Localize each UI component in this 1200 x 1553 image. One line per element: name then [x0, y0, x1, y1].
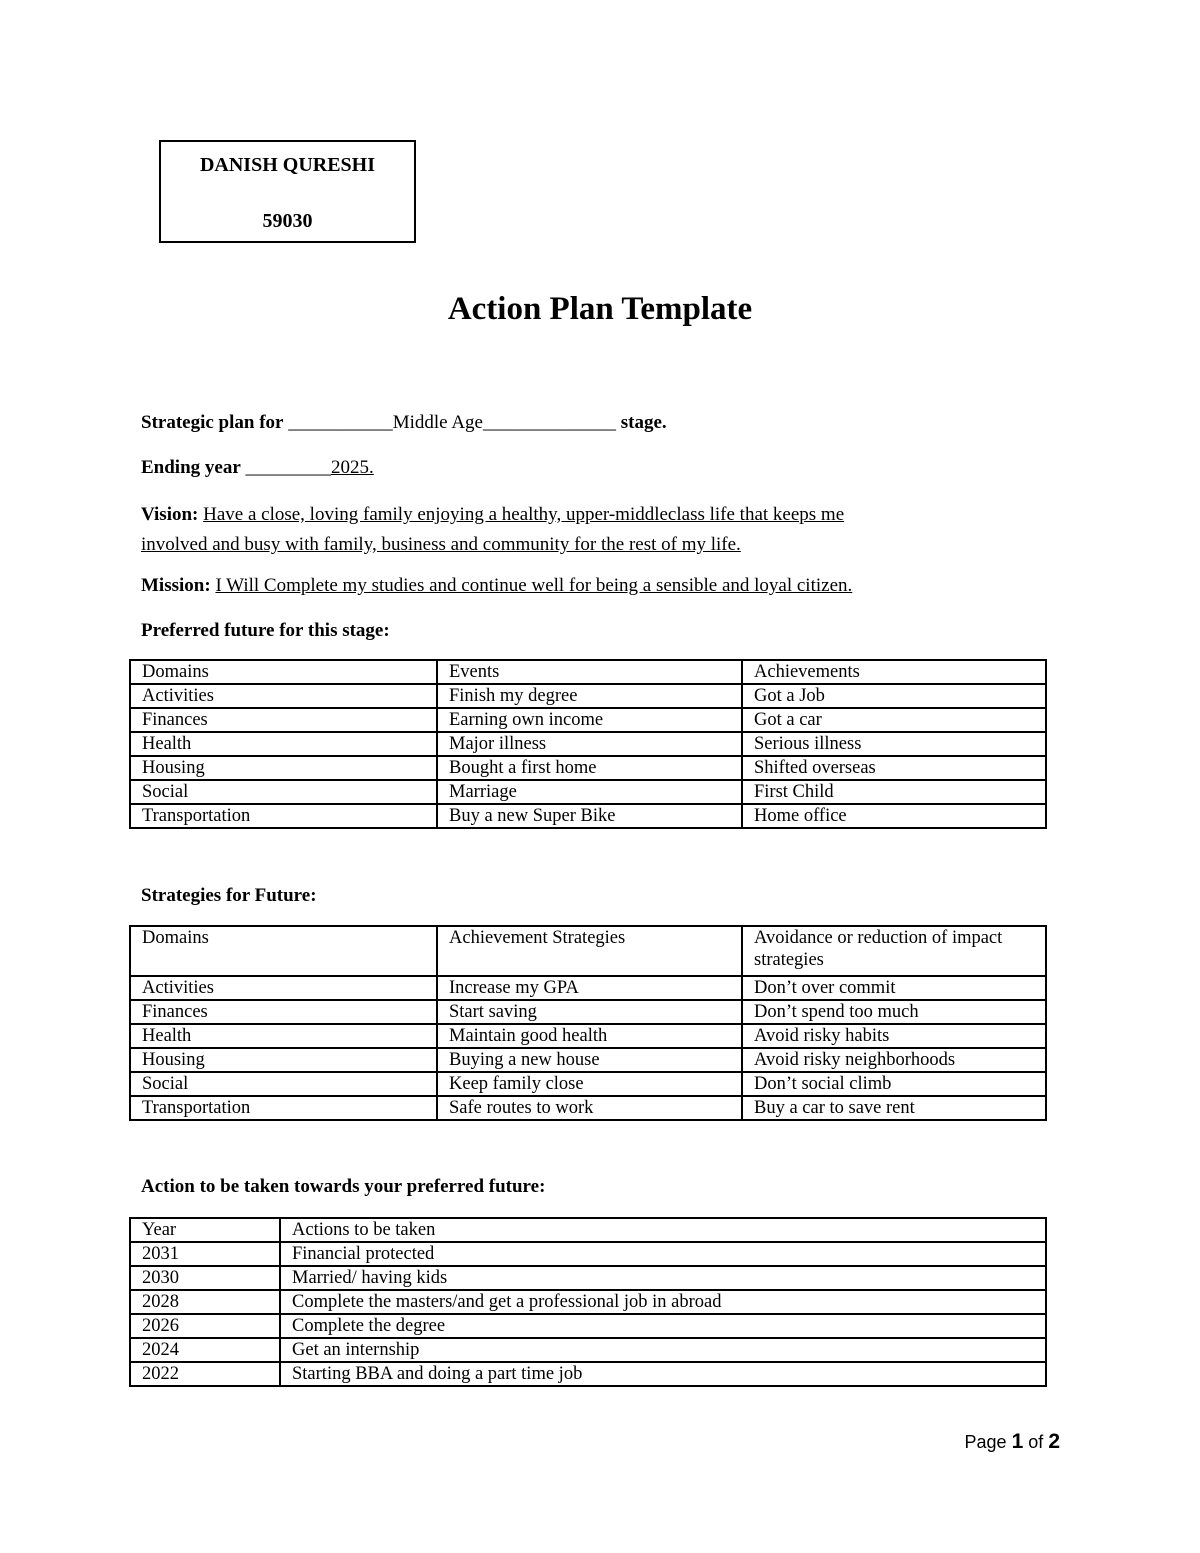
strategies-cell: Health — [130, 1024, 437, 1048]
preferred-future-cell: Housing — [130, 756, 437, 780]
actions-row — [130, 1290, 1046, 1314]
name-box — [159, 140, 416, 243]
page-of: of — [1028, 1432, 1044, 1452]
actions-row — [130, 1314, 1046, 1338]
preferred-future-cell: Events — [437, 660, 742, 684]
preferred-future-cell: Serious illness — [742, 732, 1046, 756]
strategies-cell: Achievement Strategies — [437, 926, 742, 976]
strategies-cell: Transportation — [130, 1096, 437, 1120]
preferred-future-table — [129, 659, 1047, 829]
strategies-table — [129, 925, 1047, 1121]
actions-cell: Complete the masters/and get a professional job in abroad — [280, 1290, 1046, 1314]
preferred-future-cell: Domains — [130, 660, 437, 684]
strategies-heading: Strategies for Future: — [141, 885, 317, 906]
preferred-future-cell: Finish my degree — [437, 684, 742, 708]
strategies-cell: Maintain good health — [437, 1024, 742, 1048]
strategies-cell: Increase my GPA — [437, 976, 742, 1000]
preferred-future-cell: Transportation — [130, 804, 437, 828]
strategies-row — [130, 1000, 1046, 1024]
actions-cell: 2030 — [130, 1266, 280, 1290]
preferred-future-row — [130, 780, 1046, 804]
strategies-cell: Buy a car to save rent — [742, 1096, 1046, 1120]
preferred-future-cell: Home office — [742, 804, 1046, 828]
preferred-future-cell: Social — [130, 780, 437, 804]
actions-row — [130, 1362, 1046, 1386]
mission-text: I Will Complete my studies and continue well for being a sensible and loyal citizen. — [215, 575, 853, 596]
strategies-cell: Avoid risky habits — [742, 1024, 1046, 1048]
strategies-cell: Safe routes to work — [437, 1096, 742, 1120]
preferred-future-row — [130, 756, 1046, 780]
actions-row — [130, 1242, 1046, 1266]
actions-cell: 2022 — [130, 1362, 280, 1386]
page-current: 1 — [1011, 1430, 1024, 1453]
actions-row — [130, 1338, 1046, 1362]
actions-heading: Action to be taken towards your preferred future: — [141, 1176, 546, 1197]
preferred-future-cell: Achievements — [742, 660, 1046, 684]
preferred-future-cell: Buy a new Super Bike — [437, 804, 742, 828]
strategies-row — [130, 1024, 1046, 1048]
ending-year-value: 2025. — [331, 457, 374, 478]
preferred-future-cell: Health — [130, 732, 437, 756]
strategies-cell: Don’t social climb — [742, 1072, 1046, 1096]
actions-cell: Year — [130, 1218, 280, 1242]
student-id: 59030 — [262, 210, 313, 232]
preferred-future-row — [130, 804, 1046, 828]
strategies-cell: Start saving — [437, 1000, 742, 1024]
strategic-plan-blank-after: ______________ — [482, 412, 616, 433]
strategies-cell: Don’t over commit — [742, 976, 1046, 1000]
preferred-future-cell: Marriage — [437, 780, 742, 804]
preferred-future-header-row — [130, 660, 1046, 684]
preferred-future-heading: Preferred future for this stage: — [141, 620, 390, 641]
preferred-future-cell: Major illness — [437, 732, 742, 756]
preferred-future-cell: Finances — [130, 708, 437, 732]
strategies-cell: Domains — [130, 926, 437, 976]
ending-year-label: Ending year — [141, 457, 241, 478]
actions-cell: Financial protected — [280, 1242, 1046, 1266]
strategies-cell: Don’t spend too much — [742, 1000, 1046, 1024]
preferred-future-row — [130, 684, 1046, 708]
preferred-future-cell: Shifted overseas — [742, 756, 1046, 780]
ending-year-blank: _________ — [245, 457, 332, 478]
strategies-row — [130, 1072, 1046, 1096]
preferred-future-cell: Earning own income — [437, 708, 742, 732]
strategies-row — [130, 1096, 1046, 1120]
actions-table — [129, 1217, 1047, 1387]
page-word: Page — [964, 1432, 1007, 1452]
preferred-future-cell: Got a car — [742, 708, 1046, 732]
actions-cell: 2028 — [130, 1290, 280, 1314]
preferred-future-row — [130, 732, 1046, 756]
strategic-plan-value: Middle Age — [392, 412, 483, 433]
actions-cell: Starting BBA and doing a part time job — [280, 1362, 1046, 1386]
strategies-header-row — [130, 926, 1046, 976]
actions-cell: Complete the degree — [280, 1314, 1046, 1338]
actions-header-row — [130, 1218, 1046, 1242]
actions-cell: Married/ having kids — [280, 1266, 1046, 1290]
preferred-future-cell: Got a Job — [742, 684, 1046, 708]
student-name: DANISH QURESHI — [199, 154, 376, 176]
vision-label: Vision: — [141, 504, 199, 525]
strategies-row — [130, 976, 1046, 1000]
mission-line — [141, 575, 852, 597]
strategic-plan-line — [141, 412, 667, 434]
strategies-cell: Finances — [130, 1000, 437, 1024]
vision-block — [141, 500, 1041, 560]
mission-label: Mission: — [141, 575, 211, 596]
actions-cell: Get an internship — [280, 1338, 1046, 1362]
actions-row — [130, 1266, 1046, 1290]
strategic-plan-label: Strategic plan for — [141, 412, 284, 433]
strategies-cell: Housing — [130, 1048, 437, 1072]
actions-cell: 2024 — [130, 1338, 280, 1362]
strategies-cell: Buying a new house — [437, 1048, 742, 1072]
preferred-future-cell: Bought a first home — [437, 756, 742, 780]
actions-cell: 2031 — [130, 1242, 280, 1266]
preferred-future-cell: First Child — [742, 780, 1046, 804]
preferred-future-cell: Activities — [130, 684, 437, 708]
strategic-plan-suffix: stage. — [620, 412, 667, 433]
strategies-cell: Keep family close — [437, 1072, 742, 1096]
preferred-future-row — [130, 708, 1046, 732]
strategies-cell: Avoidance or reduction of impact strategies — [742, 926, 1046, 976]
vision-text-line2: involved and busy with family, business and community for the rest of my life. — [141, 534, 741, 555]
strategies-cell: Avoid risky neighborhoods — [742, 1048, 1046, 1072]
page-number — [965, 1430, 1060, 1454]
strategies-cell: Activities — [130, 976, 437, 1000]
ending-year-line — [141, 457, 374, 479]
actions-cell: 2026 — [130, 1314, 280, 1338]
strategic-plan-blank-before: ___________ — [288, 412, 393, 433]
vision-text-line1: Have a close, loving family enjoying a healthy, upper-middleclass life that keeps me — [203, 504, 845, 525]
page-title: Action Plan Template — [447, 291, 753, 327]
page-total: 2 — [1048, 1430, 1060, 1453]
strategies-cell: Social — [130, 1072, 437, 1096]
actions-cell: Actions to be taken — [280, 1218, 1046, 1242]
strategies-row — [130, 1048, 1046, 1072]
